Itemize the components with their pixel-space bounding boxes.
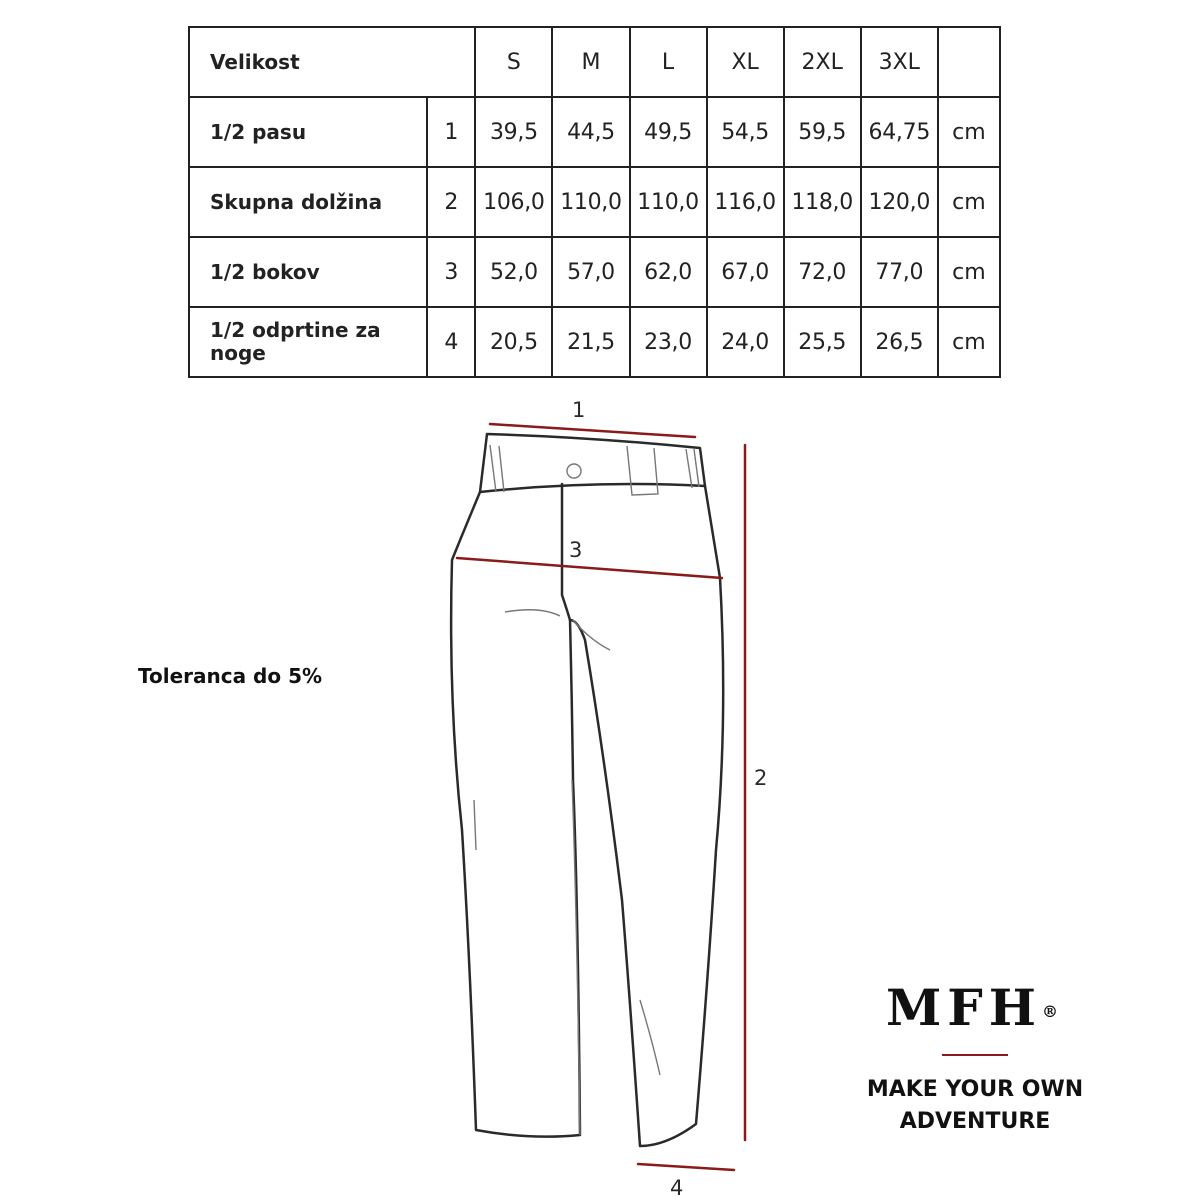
measure-label-1: 1: [572, 398, 586, 422]
row-value: 59,5: [784, 97, 861, 167]
brand-tagline-2: ADVENTURE: [899, 1109, 1051, 1134]
row-index: 3: [427, 237, 475, 307]
row-index: 2: [427, 167, 475, 237]
brand-block: [860, 978, 1090, 1138]
row-unit: cm: [938, 167, 1000, 237]
row-value: 110,0: [552, 167, 629, 237]
brand-divider: [942, 1054, 1008, 1056]
size-header-cell: 3XL: [861, 27, 938, 97]
row-label: Skupna dolžina: [189, 167, 427, 237]
measure-label-2: 2: [754, 766, 768, 790]
brand-logo-text: MFH: [885, 978, 1043, 1037]
row-value: 120,0: [861, 167, 938, 237]
row-value: 106,0: [475, 167, 552, 237]
size-header-label: Velikost: [189, 27, 475, 97]
row-label: 1/2 odprtine za noge: [189, 307, 427, 377]
row-unit: cm: [938, 307, 1000, 377]
row-value: 72,0: [784, 237, 861, 307]
trousers-outline: [451, 434, 723, 1146]
measure-line-4: [638, 1164, 734, 1170]
row-value: 23,0: [630, 307, 707, 377]
row-value: 52,0: [475, 237, 552, 307]
row-index: 4: [427, 307, 475, 377]
row-value: 26,5: [861, 307, 938, 377]
row-value: 116,0: [707, 167, 784, 237]
measure-label-4: 4: [670, 1176, 684, 1200]
row-value: 57,0: [552, 237, 629, 307]
row-index: 1: [427, 97, 475, 167]
brand-tagline-1: MAKE YOUR OWN: [866, 1077, 1084, 1102]
trousers-details: [474, 445, 699, 1135]
row-value: 118,0: [784, 167, 861, 237]
row-unit: cm: [938, 97, 1000, 167]
row-value: 39,5: [475, 97, 552, 167]
row-value: 49,5: [630, 97, 707, 167]
tolerance-note: Toleranca do 5%: [138, 664, 323, 688]
brand-logo: [860, 978, 1090, 1038]
size-header-cell: M: [552, 27, 629, 97]
row-value: 21,5: [552, 307, 629, 377]
registered-mark: ®: [1042, 1002, 1065, 1021]
size-header-cell: L: [630, 27, 707, 97]
row-value: 25,5: [784, 307, 861, 377]
row-value: 20,5: [475, 307, 552, 377]
measure-label-3: 3: [569, 538, 583, 562]
size-header-cell: S: [475, 27, 552, 97]
row-value: 62,0: [630, 237, 707, 307]
row-value: 64,75: [861, 97, 938, 167]
size-header-cell: XL: [707, 27, 784, 97]
row-value: 54,5: [707, 97, 784, 167]
row-label: 1/2 pasu: [189, 97, 427, 167]
measurement-labels: [569, 398, 767, 1200]
row-label: 1/2 bokov: [189, 237, 427, 307]
measure-line-3: [457, 558, 722, 578]
size-header-cell: 2XL: [784, 27, 861, 97]
row-value: 24,0: [707, 307, 784, 377]
row-value: 110,0: [630, 167, 707, 237]
row-unit: cm: [938, 237, 1000, 307]
row-value: 67,0: [707, 237, 784, 307]
row-value: 77,0: [861, 237, 938, 307]
row-value: 44,5: [552, 97, 629, 167]
